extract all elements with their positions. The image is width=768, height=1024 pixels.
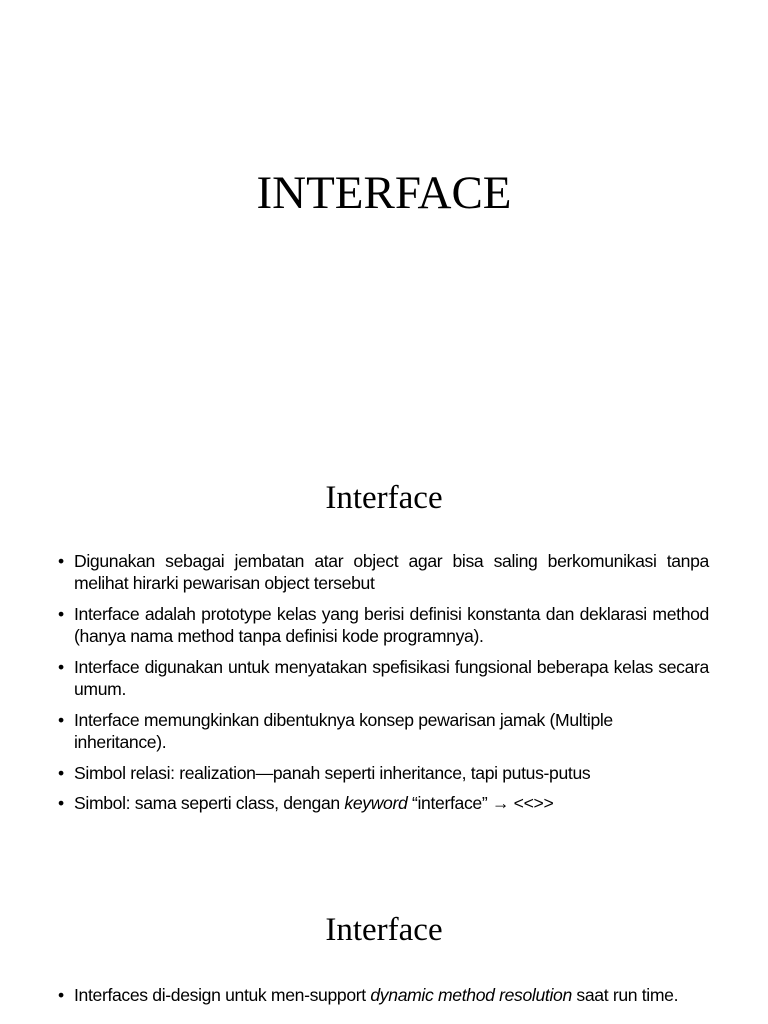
bullet-text: Simbol relasi: realization—panah seperti inheritance, tapi putus-putus xyxy=(74,763,591,783)
bullet-dot-icon: • xyxy=(58,793,64,813)
bullet-item xyxy=(58,762,709,784)
bullet-item xyxy=(58,792,709,814)
bullet-text-prefix: Simbol: sama seperti class, dengan xyxy=(74,793,345,813)
bullet-keyword: keyword xyxy=(344,793,408,813)
bullet-dot-icon: • xyxy=(58,985,64,1005)
bullet-item xyxy=(58,984,709,1006)
bullet-dot-icon: • xyxy=(58,604,64,624)
bullet-text-prefix: Interfaces di-design untuk men-support xyxy=(74,985,371,1005)
bullet-dot-icon: • xyxy=(58,551,64,571)
slide-title: INTERFACE xyxy=(256,167,512,219)
bullet-item xyxy=(58,550,709,594)
title-slide xyxy=(0,0,768,432)
slide-heading: Interface xyxy=(325,912,443,948)
bullet-item xyxy=(58,709,709,753)
bullet-text-suffix: saat run time. xyxy=(571,985,679,1005)
bullet-text: Interface digunakan untuk menyatakan spefisikasi fungsional beberapa kelas secara umum. xyxy=(74,657,709,699)
bullet-item xyxy=(58,603,709,647)
bullet-item xyxy=(58,656,709,700)
bullet-text: Digunakan sebagai jembatan atar object agar bisa saling berkomunikasi tanpa melihat hirarki pewarisan object tersebut xyxy=(74,551,709,593)
content-slide-interface-2 xyxy=(0,864,768,1024)
bullet-text-suffix: <<>> xyxy=(509,793,554,813)
bullet-list xyxy=(58,984,709,1015)
bullet-emphasis: dynamic method resolution xyxy=(370,985,572,1005)
bullet-dot-icon: • xyxy=(58,710,64,730)
right-arrow-icon: → xyxy=(491,793,510,813)
bullet-text: Interface adalah prototype kelas yang berisi definisi konstanta dan deklarasi method (hanya nama method tanpa definisi kode programnya). xyxy=(74,604,709,646)
slide-heading: Interface xyxy=(325,480,443,516)
bullet-list xyxy=(58,550,709,823)
bullet-text: Interface memungkinkan dibentuknya konsep pewarisan jamak (Multiple inheritance). xyxy=(74,710,613,752)
bullet-dot-icon: • xyxy=(58,657,64,677)
bullet-text-middle: “interface” xyxy=(407,793,492,813)
content-slide-interface xyxy=(0,432,768,864)
bullet-dot-icon: • xyxy=(58,763,64,783)
